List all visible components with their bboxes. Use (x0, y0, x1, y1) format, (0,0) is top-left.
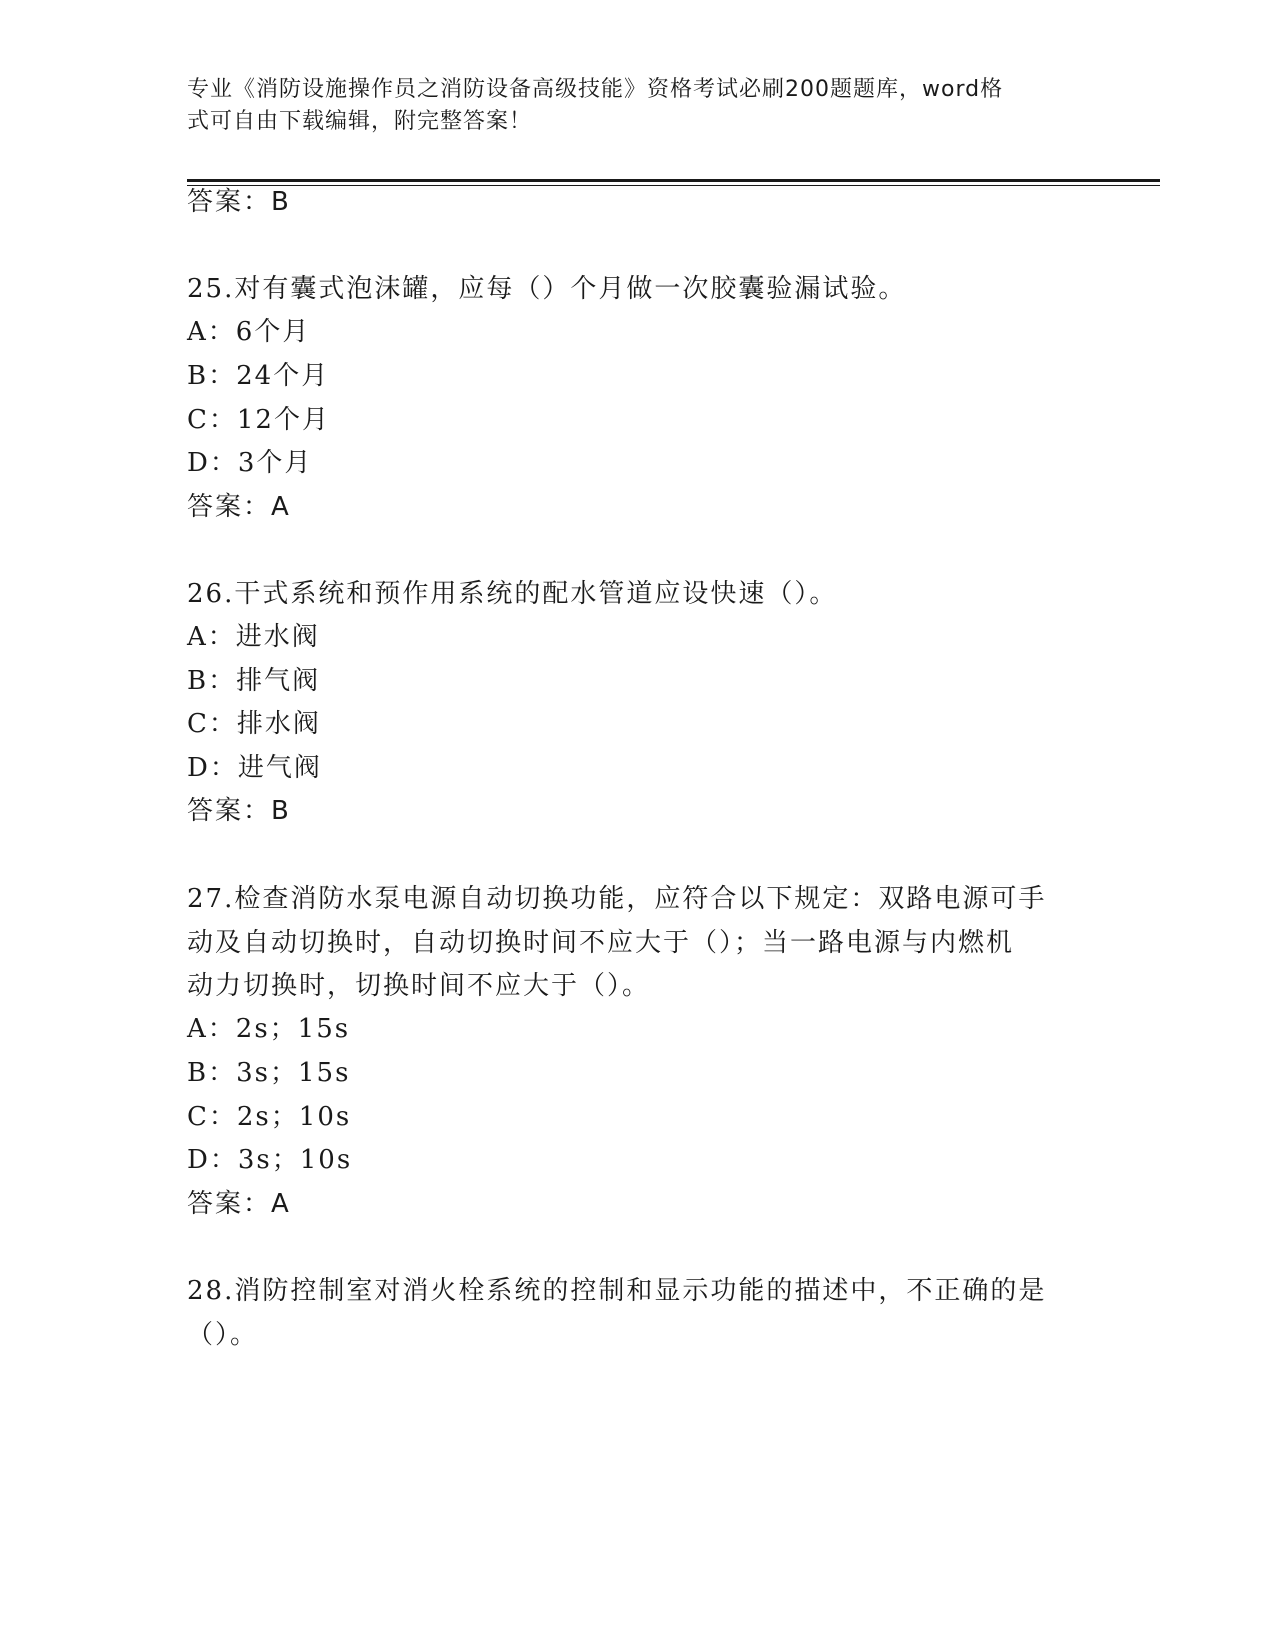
question-25-text: 25.对有囊式泡沫罐，应每（）个月做一次胶囊验漏试验。 (187, 274, 907, 304)
question-25-answer: 答案：A (187, 492, 291, 522)
question-28-text-line-1: 28.消防控制室对消火栓系统的控制和显示功能的描述中，不正确的是 (187, 1276, 1047, 1306)
question-25-option-d: D：3个月 (187, 448, 313, 478)
question-27-text-line-2: 动及自动切换时，自动切换时间不应大于（）；当一路电源与内燃机 (187, 928, 1015, 958)
question-27-option-d: D：3s；10s (187, 1145, 353, 1175)
header-line-2: 式可自由下载编辑，附完整答案！ (187, 109, 533, 134)
question-28-text-line-2: （）。 (187, 1320, 259, 1350)
header-line-1: 专业《消防设施操作员之消防设备高级技能》资格考试必刷200题题库，word格 (187, 77, 1004, 102)
question-25-option-b: B：24个月 (187, 361, 330, 391)
question-27-option-c: C：2s；10s (187, 1102, 352, 1132)
question-26-option-d: D：进气阀 (187, 753, 322, 783)
question-25-option-a: A：6个月 (187, 317, 311, 347)
header-divider-thin (187, 185, 1160, 186)
header-divider-thick (187, 179, 1160, 182)
question-26-option-b: B：排气阀 (187, 666, 321, 696)
question-26-option-a: A：进水阀 (187, 622, 320, 652)
question-26-option-c: C：排水阀 (187, 709, 321, 739)
document-header (187, 74, 1087, 138)
question-27-answer: 答案：A (187, 1189, 291, 1219)
question-25-option-c: C：12个月 (187, 405, 330, 435)
question-26-text: 26.干式系统和预作用系统的配水管道应设快速（）。 (187, 579, 838, 609)
question-27-option-b: B：3s；15s (187, 1058, 351, 1088)
question-26-answer: 答案：B (187, 796, 291, 826)
question-27-text-line-3: 动力切换时，切换时间不应大于（）。 (187, 971, 651, 1001)
previous-answer: 答案：B (187, 187, 291, 217)
question-27-text-line-1: 27.检查消防水泵电源自动切换功能，应符合以下规定：双路电源可手 (187, 884, 1047, 914)
question-27-option-a: A：2s；15s (187, 1014, 351, 1044)
